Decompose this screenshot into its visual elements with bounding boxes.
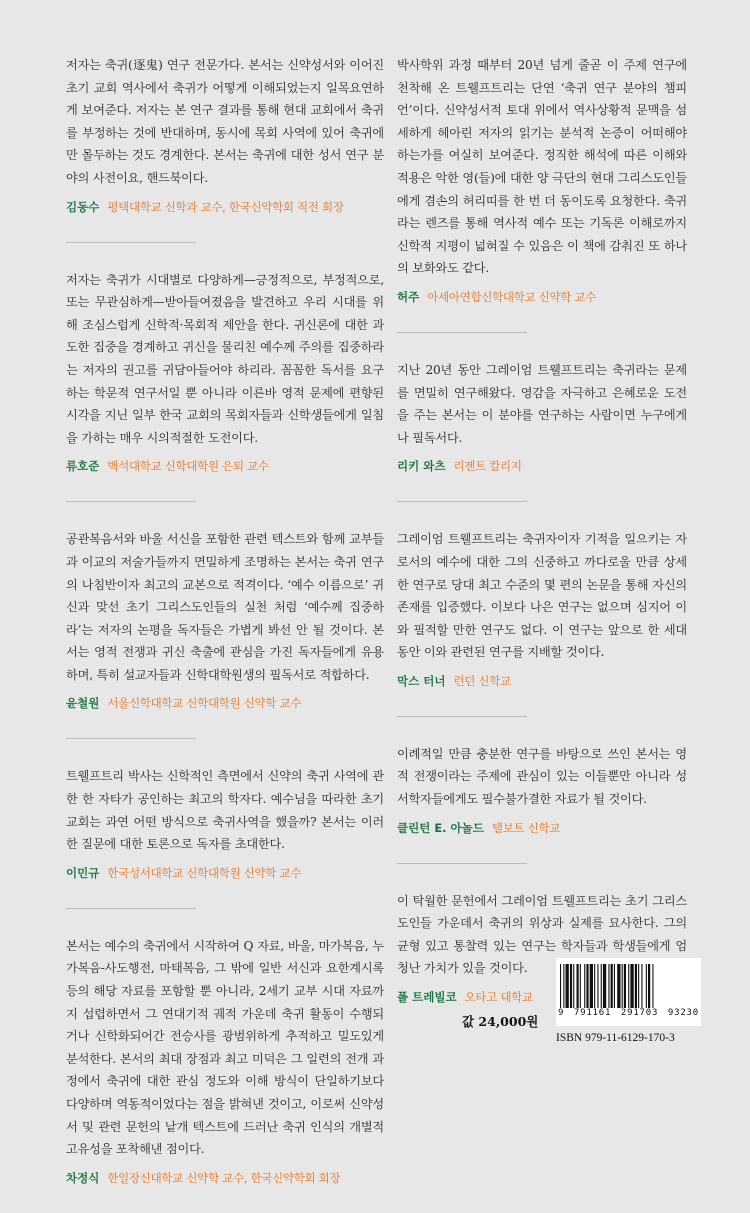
barcode-bar <box>584 964 585 1008</box>
barcode-bar <box>594 964 595 1008</box>
barcode-bar <box>563 964 564 1008</box>
divider <box>397 716 527 717</box>
endorsement-text: 저자는 축귀가 시대별로 다양하게—긍정적으로, 부정적으로, 또는 무관심하게—받아들여졌음을 발견하고 우리 시대를 위해 조심스럽게 신학적·목회적 제안을 한다. 귀신론에 대한 과도한 집중을 경계하고 귀신을 물리친 예수께 주의를 집중하라는 저자의 권고를 귀담아들어야 하리라. 꼼꼼한 독서를 요구하는 학문적 연구서일 뿐 아니라 이른바 영적 문제에 편향된 시각을 지닌 일부 한국 교회의 목회자들과 신학생들에게 일침을 가하는 매우 시의적절한 도전이다. <box>66 272 384 445</box>
barcode-bar <box>646 964 647 1008</box>
endorsement <box>66 54 384 216</box>
endorser-name: 막스 터너 <box>397 673 446 688</box>
barcode-bar <box>648 964 650 1008</box>
divider <box>397 863 527 864</box>
divider <box>66 908 196 909</box>
endorsement <box>397 54 687 306</box>
endorser <box>66 198 384 216</box>
divider <box>397 501 527 502</box>
endorsement-text: 트웰프트리 박사는 신학적인 측면에서 신약의 축귀 사역에 관한 한 자타가 공인하는 최고의 학자다. 예수님을 따라한 초기 교회는 과연 어떤 방식으로 축귀사역을 했을까? 본서는 이러한 질문에 대한 토론으로 독자를 초대한다. <box>66 769 384 852</box>
barcode-digit-group: 9 <box>558 1008 565 1018</box>
endorsement-text: 박사학위 과정 때부터 20년 넘게 줄곧 이 주제 연구에 천착해 온 트웰프트리는 단연 ‘축귀 연구 분야의 챔피언’이다. 신약성서적 토대 위에서 역사상황적 문맥을 섬세하게 헤아린 저자의 읽기는 분석적 논증이 어떠해야 하는가를 여실히 보여준다. 정직한 해석에 따른 이해와 적용은 악한 영(들)에 대한 양 극단의 현대 그리스도인들에게 겸손의 허리띠를 한 번 더 동이도록 요청한다. 축귀라는 렌즈를 통해 역사적 예수 또는 기독론 이해로까지 신학적 지평이 넓혀질 수 있음은 이 책에 감춰진 또 하나의 보화와도 같다. <box>397 58 687 276</box>
endorser-name: 리키 와츠 <box>397 459 446 474</box>
endorsement <box>397 359 687 475</box>
endorsement-text: 이례적일 만큼 충분한 연구를 바탕으로 쓰인 본서는 영적 전쟁이라는 주제에 관심이 있는 이들뿐만 아니라 성서학자들에게도 필수불가결한 자료가 될 것이다. <box>397 746 687 807</box>
endorser <box>66 457 384 475</box>
endorsement <box>66 765 384 881</box>
divider <box>66 738 196 739</box>
left-column <box>66 54 384 1213</box>
divider <box>66 242 196 243</box>
endorser-name: 폴 트레빌코 <box>397 990 457 1005</box>
divider <box>66 501 196 502</box>
barcode-bar <box>635 964 637 1008</box>
barcode-bar <box>566 964 569 1008</box>
barcode-bar <box>570 964 572 1008</box>
endorser-affiliation: 탤보트 신학교 <box>491 820 561 835</box>
barcode-bars <box>560 964 697 1008</box>
barcode-bar <box>577 964 579 1008</box>
barcode-digit-group: 93230 <box>667 1008 699 1018</box>
barcode <box>556 958 701 1026</box>
endorsement <box>66 528 384 712</box>
endorser <box>66 864 384 882</box>
endorser <box>66 694 384 712</box>
barcode-bar <box>580 964 581 1008</box>
endorser <box>397 819 687 837</box>
endorser-name: 윤철원 <box>66 696 100 711</box>
endorser-name: 허주 <box>397 289 420 304</box>
endorsement-text: 저자는 축귀(逐鬼) 연구 전문가다. 본서는 신약성서와 이어진 초기 교회 역사에서 축귀가 어떻게 이해되었는지 일목요연하게 보여준다. 저자는 본 연구 결과를 통해 현대 교회에서 축귀를 부정하는 것에 반대하며, 동시에 목회 사역에 있어 축귀에만 몰두하는 것도 경계한다. 본서는 축귀에 대한 성서 연구 분야의 사전이요, 핸드북이다. <box>66 58 384 185</box>
endorser-affiliation: 오타고 대학교 <box>464 990 533 1005</box>
endorser-affiliation: 서울신학대학교 신학대학원 신약학 교수 <box>107 696 302 711</box>
divider <box>397 332 527 333</box>
barcode-bar <box>573 964 574 1008</box>
endorsement <box>66 269 384 476</box>
barcode-bar <box>597 964 598 1008</box>
endorser <box>66 1169 384 1187</box>
endorsement-text: 그레이엄 트웰프트리는 축귀자이자 기적을 일으키는 자로서의 예수에 대한 그의 신중하고 까다로울 만큼 상세한 연구로 당대 최고 수준의 몇 편의 논문을 통해 자신의 존재를 입증했다. 이보다 나은 연구는 없으며 심지어 이와 필적할 만한 연구도 없다. 이 연구는 앞으로 한 세대 동안 이와 관련된 연구를 지배할 것이다. <box>397 532 687 660</box>
endorser-name: 류호준 <box>66 459 100 474</box>
endorser <box>397 288 687 306</box>
isbn: ISBN 979-11-6129-170-3 <box>556 1032 675 1044</box>
barcode-bar <box>611 964 613 1008</box>
endorser-name: 차정식 <box>66 1170 100 1185</box>
endorser <box>397 457 687 475</box>
barcode-bar <box>622 964 623 1008</box>
barcode-bar <box>601 964 602 1008</box>
barcode-bar <box>614 964 615 1008</box>
barcode-bar <box>560 964 561 1008</box>
barcode-bar <box>603 964 606 1008</box>
barcode-bar <box>630 964 633 1008</box>
barcode-digit-group: 791161 <box>573 1008 612 1018</box>
endorser-affiliation: 평택대학교 신학과 교수, 한국신약학회 직전 회장 <box>107 199 344 214</box>
barcode-bar <box>617 964 620 1008</box>
barcode-bar <box>628 964 629 1008</box>
endorsement <box>66 935 384 1187</box>
right-column <box>397 54 687 1032</box>
barcode-bar <box>638 964 639 1008</box>
endorser-affiliation: 한일장신대학교 신약학 교수, 한국신약학회 회장 <box>107 1170 341 1185</box>
endorsement <box>397 743 687 837</box>
endorser-name: 이민규 <box>66 865 100 880</box>
endorsement-text: 지난 20년 동안 그레이엄 트웰프트리는 축귀라는 문제를 면밀히 연구해왔다. 영감을 자극하고 은혜로운 도전을 주는 본서는 이 분야를 연구하는 사람이면 누구에게나 필독서다. <box>397 362 687 445</box>
barcode-bar <box>590 964 593 1008</box>
endorser-affiliation: 백석대학교 신학대학원 은퇴 교수 <box>107 459 269 474</box>
endorser-affiliation: 런던 신학교 <box>453 673 511 688</box>
barcode-digit-group: 291703 <box>620 1008 659 1018</box>
endorser-affiliation: 아세아연합신학대학교 신약학 교수 <box>427 289 597 304</box>
endorsement-text: 이 탁월한 문헌에서 그레이엄 트웰프트리는 초기 그리스도인들 가운데서 축귀의 위상과 실제를 묘사한다. 그의 균형 있고 통찰력 있는 연구는 학자들과 학생들에게 엄청난 가치가 있을 것이다. <box>397 893 687 976</box>
barcode-digits <box>558 1008 699 1018</box>
endorsement-text: 본서는 예수의 축귀에서 시작하여 Q 자료, 바울, 마가복음, 누가복음-사도행전, 마태복음, 그 밖에 일반 서신과 요한계시록 등의 해당 자료를 포함할 뿐 아니라, 2세기 교부 시대 자료까지 섭렵하면서 그 연대기적 궤적 가운데 축귀 활동이 수행되거나 신학화되어간 전승사를 광범위하게 추적하고 밀도있게 분석한다. 본서의 최대 장점과 최고 미덕은 그 일련의 전개 과정에서 축귀에 대한 관심 정도와 이해 방식이 단일하기보다 다양하며 역동적이었다는 점을 밝혀낸 것이고, 이로써 신약성서 및 관련 문헌의 낱개 텍스트에 드러난 축귀 인식의 개별적 고유성을 포착해낸 점이다. <box>66 938 384 1157</box>
endorser-affiliation: 한국성서대학교 신학대학원 신약학 교수 <box>107 865 302 880</box>
endorser-name: 클린턴 E. 아놀드 <box>397 820 484 835</box>
endorser-affiliation: 리젠트 칼리지 <box>453 459 522 474</box>
barcode-bar <box>586 964 588 1008</box>
endorser <box>397 672 687 690</box>
barcode-bar <box>608 964 609 1008</box>
endorsement-text: 공관복음서와 바울 서신을 포함한 관련 텍스트와 함께 교부들과 이교의 저술가들까지 면밀하게 조명하는 본서는 축귀 연구의 나침반이자 최고의 교본으로 적격이다. ‘예수 이름으로’ 귀신과 맞선 초기 그리스도인들의 실천 처럼 ‘예수께 집중하라’는 저자의 논평을 독자들은 가볍게 봐선 안 될 것이다. 본서는 영적 전쟁과 귀신 축출에 관심을 가진 독자들에게 유용하며, 특히 설교자들과 신학대학원생의 필독서로 적합하다. <box>66 532 384 682</box>
price: 값 24,000원 <box>462 1014 539 1029</box>
barcode-bar <box>652 964 653 1008</box>
barcode-bar <box>641 964 642 1008</box>
barcode-bar <box>624 964 626 1008</box>
endorser-name: 김동수 <box>66 199 100 214</box>
endorsement <box>397 528 687 690</box>
